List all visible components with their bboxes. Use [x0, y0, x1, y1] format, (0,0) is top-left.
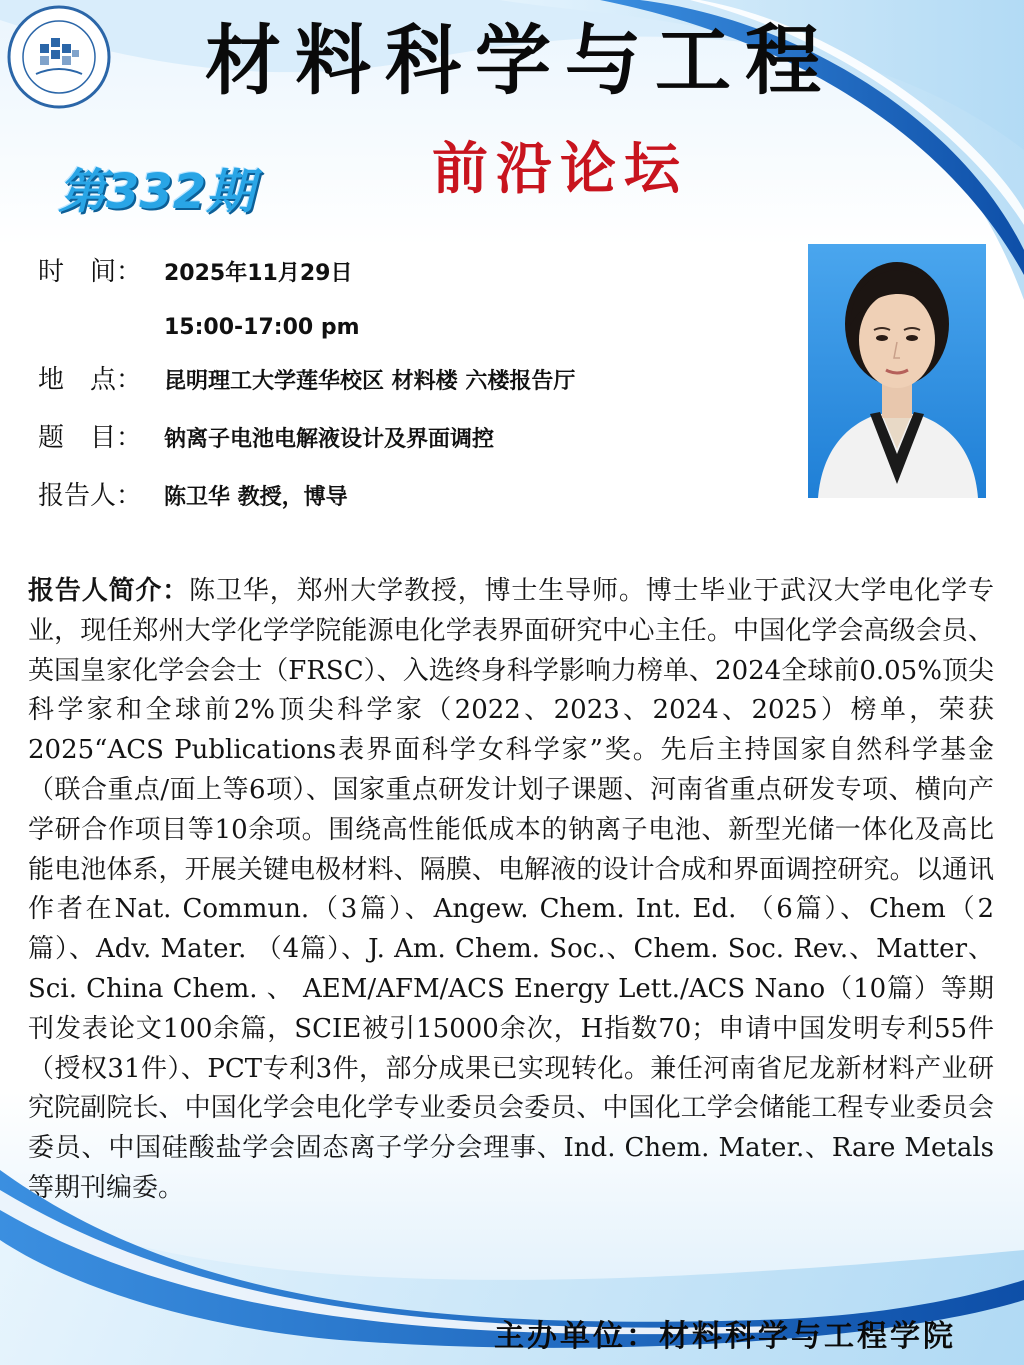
speaker-label: 报告人： [38, 481, 143, 511]
speaker-row [38, 476, 348, 518]
topic-label: 题 目： [38, 423, 143, 453]
speaker-portrait [808, 244, 986, 498]
place-row [38, 360, 575, 402]
issue-number: 第332期 [58, 164, 255, 220]
speaker-bio [28, 572, 994, 1209]
time-range-row [164, 306, 360, 348]
forum-subtitle: 前沿论坛 [432, 137, 688, 202]
place-label: 地 点： [38, 365, 143, 395]
forum-title: 材料科学与工程 [205, 16, 835, 105]
speaker-value: 陈卫华 教授，博导 [164, 485, 348, 510]
time-label: 时 间： [38, 257, 143, 287]
time-row [38, 252, 352, 294]
organizer: 主办单位：材料科学与工程学院 [494, 1319, 956, 1354]
date-value: 2025年11月29日 [164, 261, 353, 286]
topic-value: 钠离子电池电解液设计及界面调控 [164, 427, 495, 452]
time-value: 15:00-17:00 pm [164, 315, 360, 340]
bio-label: 报告人简介： [28, 576, 190, 606]
bio-text: 陈卫华，郑州大学教授，博士生导师。博士毕业于武汉大学电化学专业，现任郑州大学化学学院能源电化学表界面研究中心主任。中国化学会高级会员、英国皇家化学会会士（FRSC）、入选终身科学影响力榜单、2024全球前0.05%顶尖科学家和全球前2%顶尖科学家（2022、2023、2024、2025）榜单，荣获2025“ACS Publications表界面科学女科学家”奖。先后主持国家自然科学基金（联合重点/面上等6项）、国家重点研发计划子课题、河南省重点研发专项、横向产学研合作项目等10余项。围绕高性能低成本的钠离子电池、新型光储一体化及高比能电池体系，开展关键电极材料、隔膜、电解液的设计合成和界面调控研究。以通讯作者在Nat. Commun.（3篇）、Angew. Chem. Int. Ed. （6篇）、Chem（2篇）、Adv. Mater. （4篇）、J. Am. Chem. Soc.、Chem. Soc. Rev.、Matter、 Sci. China Chem. 、 AEM/AFM/ACS Energy Lett./ACS Nano（10篇）等期刊发表论文100余篇，SCIE被引15000余次，H指数70；申请中国发明专利55件（授权31件）、PCT专利3件，部分成果已实现转化。兼任河南省尼龙新材料产业研究院副院长、中国化学会电化学专业委员会委员、中国化工学会储能工程专业委员会委员、中国硅酸盐学会固态离子学分会理事、Ind. Chem. Mater.、Rare Metals等期刊编委。 [28, 576, 994, 1203]
topic-row [38, 418, 494, 460]
university-seal-icon [6, 4, 112, 110]
place-value: 昆明理工大学莲华校区 材料楼 六楼报告厅 [164, 369, 576, 394]
